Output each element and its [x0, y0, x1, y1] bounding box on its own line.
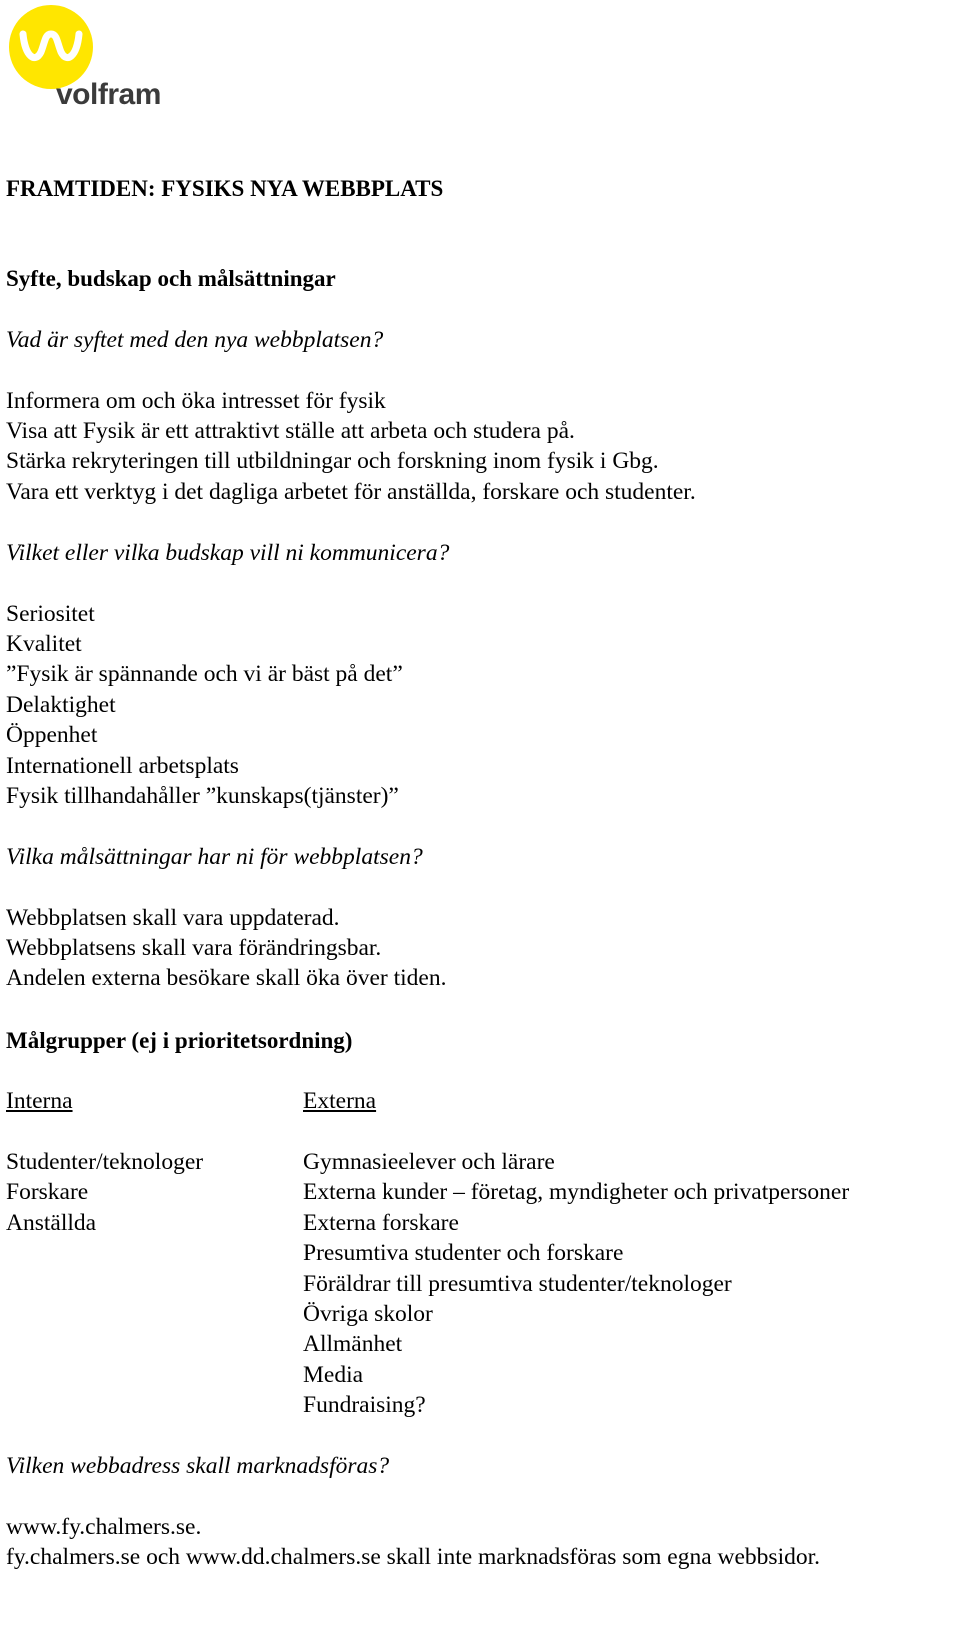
message-item: Internationell arbetsplats: [6, 753, 239, 779]
internal-group-item: Anställda: [6, 1210, 97, 1236]
question-messages: Vilket eller vilka budskap vill ni kommunicera?: [6, 540, 450, 566]
question-purpose: Vad är syftet med den nya webbplatsen?: [6, 327, 384, 353]
external-group-item: Externa kunder – företag, myndigheter och privatpersoner: [303, 1179, 850, 1205]
message-item: Seriositet: [6, 601, 95, 627]
question-goals: Vilka målsättningar har ni för webbplatsen?: [6, 844, 423, 870]
purpose-line: Visa att Fysik är ett attraktivt ställe att arbeta och studera på.: [6, 418, 575, 444]
section-heading-purpose: Syfte, budskap och målsättningar: [6, 266, 336, 291]
question-web-address: Vilken webbadress skall marknadsföras?: [6, 1453, 390, 1479]
purpose-line: Informera om och öka intresset för fysik: [6, 388, 386, 414]
internal-group-item: Studenter/teknologer: [6, 1149, 204, 1175]
external-group-item: Allmänhet: [303, 1331, 403, 1357]
web-address-line: fy.chalmers.se och www.dd.chalmers.se skall inte marknadsföras som egna webbsidor.: [6, 1544, 821, 1570]
goal-item: Andelen externa besökare skall öka över tiden.: [6, 965, 447, 991]
external-group-item: Externa forskare: [303, 1210, 459, 1236]
column-header-internal: Interna: [6, 1088, 73, 1114]
external-group-item: Presumtiva studenter och forskare: [303, 1240, 624, 1266]
external-group-item: Fundraising?: [303, 1392, 426, 1418]
external-group-item: Övriga skolor: [303, 1301, 433, 1327]
message-item: Delaktighet: [6, 692, 116, 718]
purpose-line: Vara ett verktyg i det dagliga arbetet för anställda, forskare och studenter.: [6, 479, 696, 505]
external-group-item: Gymnasieelever och lärare: [303, 1149, 555, 1175]
message-item: Fysik tillhandahåller ”kunskaps(tjänster)”: [6, 783, 399, 809]
purpose-line: Stärka rekryteringen till utbildningar och forskning inom fysik i Gbg.: [6, 448, 659, 474]
message-item: ”Fysik är spännande och vi är bäst på det”: [6, 661, 403, 687]
volfram-wordmark: volfram: [56, 78, 161, 111]
web-address-line: www.fy.chalmers.se.: [6, 1514, 202, 1540]
message-item: Öppenhet: [6, 722, 98, 748]
message-item: Kvalitet: [6, 631, 82, 657]
internal-group-item: Forskare: [6, 1179, 89, 1205]
volfram-logo: [8, 4, 168, 116]
goal-item: Webbplatsens skall vara förändringsbar.: [6, 935, 382, 961]
column-header-external: Externa: [303, 1088, 377, 1114]
section-heading-target-groups: Målgrupper (ej i prioritetsordning): [6, 1028, 353, 1053]
goal-item: Webbplatsen skall vara uppdaterad.: [6, 905, 340, 931]
external-group-item: Media: [303, 1362, 364, 1388]
document-title: FRAMTIDEN: FYSIKS NYA WEBBPLATS: [6, 176, 444, 201]
external-group-item: Föräldrar till presumtiva studenter/teknologer: [303, 1271, 732, 1297]
